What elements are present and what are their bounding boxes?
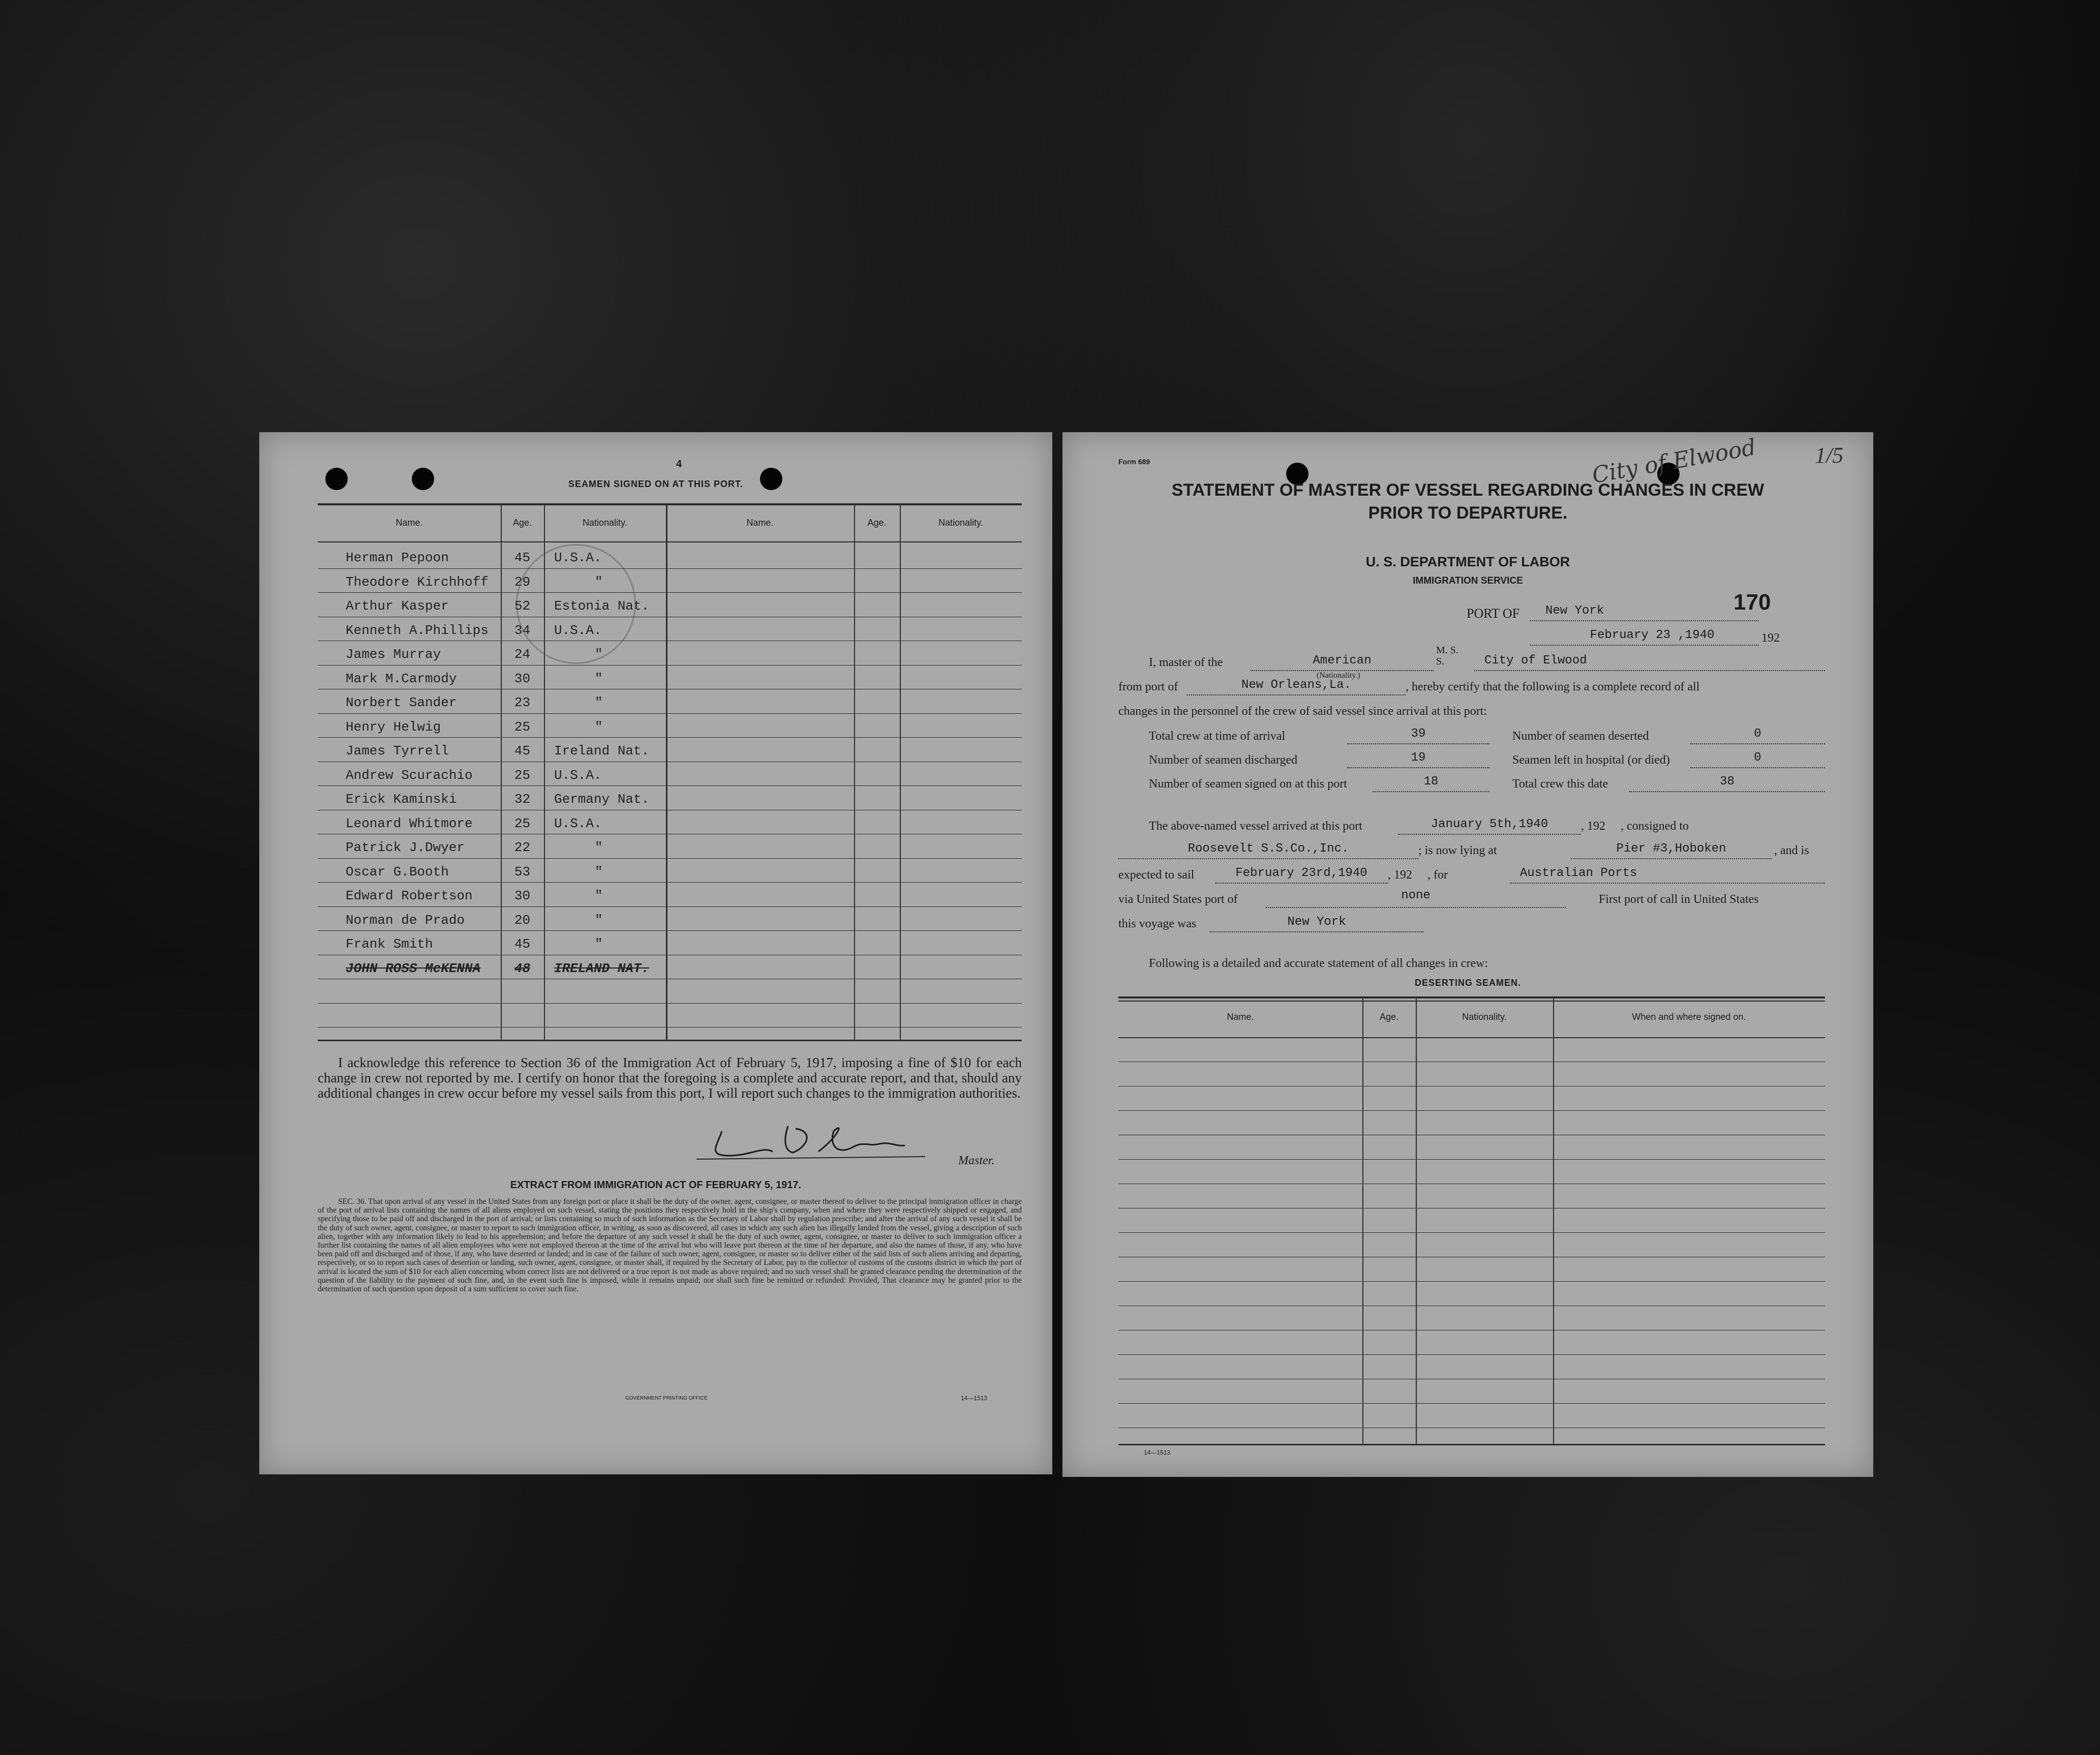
seaman-nationality: U.S.A.: [554, 767, 602, 783]
department-label: U. S. DEPARTMENT OF LABOR: [1365, 554, 1570, 569]
row-rule: [318, 785, 1022, 786]
seaman-age: 34: [514, 622, 531, 638]
seaman-age: 32: [514, 792, 531, 807]
ms-label: M. S. S.: [1436, 645, 1458, 667]
col-header-name: Name.: [395, 518, 423, 528]
voyage-label: this voyage was: [1118, 917, 1197, 930]
col-divider: [854, 503, 855, 1040]
port-value: New York: [1545, 604, 1604, 618]
consigned-label: , 192 , consigned to: [1581, 820, 1689, 833]
seaman-nationality: U.S.A.: [554, 622, 602, 638]
date-line: [1530, 645, 1759, 646]
col-header-nationality: Nationality.: [583, 518, 627, 528]
seaman-age: 25: [514, 767, 531, 783]
year-suffix: 192: [1761, 631, 1780, 645]
desert-row-rule: [1118, 1354, 1825, 1355]
stamp-number: 170: [1733, 590, 1771, 615]
desert-row-rule: [1118, 1281, 1825, 1282]
row-rule: [318, 1003, 1022, 1004]
row-rule: [318, 737, 1022, 738]
seaman-nationality: ": [595, 647, 603, 662]
following-text: Following is a detailed and accurate statement of all changes in crew:: [1149, 957, 1488, 970]
acknowledgment-text: I acknowledge this reference to Section 36 of the Immigration Act of February 5, 1917, imposing a fine of $10 for each change in crew not reported by me. I certify on honor that the foregoing is a complete and accurate report, and that, should any additional changes in crew occur before my vessel sails from this port, I will report such changes to the immigration authorities.: [318, 1055, 1022, 1101]
vessel-nationality: American: [1313, 654, 1372, 668]
seaman-age: 24: [514, 647, 531, 662]
seaman-name: Andrew Scurachio: [346, 767, 473, 783]
sail-date: February 23rd,1940: [1235, 866, 1367, 880]
row-rule: [318, 930, 1022, 931]
hospital-value: 0: [1754, 751, 1761, 765]
seaman-name: Erick Kaminski: [346, 792, 457, 807]
seaman-age: 45: [514, 936, 531, 952]
nationality-caption: (Nationality.): [1317, 671, 1360, 680]
seaman-age: 45: [514, 743, 531, 759]
handwritten-mark: 1/5: [1815, 443, 1844, 468]
seamen-signed-title: SEAMEN SIGNED ON AT THIS PORT.: [568, 479, 744, 489]
desert-col-signed-on: When and where signed on.: [1632, 1012, 1746, 1022]
arrived-date: January 5th,1940: [1431, 818, 1548, 831]
port-line: [1530, 620, 1759, 621]
left-page: [259, 432, 1052, 1474]
form-title-line1: STATEMENT OF MASTER OF VESSEL REGARDING CHANGES IN CREW: [1171, 480, 1764, 500]
seaman-age: 29: [514, 574, 531, 590]
col-header-name-2: Name.: [746, 518, 774, 528]
row-rule: [318, 713, 1022, 714]
signed-on-value: 18: [1423, 775, 1439, 789]
total-crew-date-value: 38: [1720, 775, 1734, 789]
arrived-line: [1398, 834, 1581, 835]
deserting-top-rule: [1118, 996, 1825, 998]
page-number: 4: [676, 459, 682, 470]
stat-line: [1373, 791, 1489, 792]
sail-line: [1215, 883, 1388, 884]
consignee-line: [1118, 858, 1418, 859]
expected-label: expected to sail: [1118, 868, 1195, 882]
immigration-stamp: [516, 544, 636, 664]
seaman-age: 23: [514, 695, 531, 710]
seaman-age: 25: [514, 815, 531, 831]
desert-row-rule: [1118, 1159, 1825, 1160]
signed-on-label: Number of seamen signed on at this port: [1149, 777, 1347, 791]
seaman-nationality: Germany Nat.: [554, 792, 650, 807]
extract-text: SEC. 36. That upon arrival of any vessel in the United States from any foreign port or place it shall be the duty of the owner, agent, consignee, or master thereof to deliver to the principal immigration officer in charge of the port of arrival lists containing the names of all aliens employed on such vessel, stating the positions they respectively hold in the ship's company, when and where they were respectively shipped or engaged, and specifying those to be paid off and discharged in the port of arrival; or lists containing so much of such information as the Secretary of Labor shall by regulation prescribe; and after the arrival of any such vessel it shall be the duty of such owner, agent, consignee, or master to report to such immigration officer, in writing, as soon as discovered, all cases in which any such alien has illegally landed from the vessel, giving a description of such alien, together with any information likely to lead to his apprehension; and before the departure of any such vessel it shall be the duty of such owner, agent, consignee, or master to deliver to such immigration officer a further list containing the names of all alien employees who were not employed thereon at the time of the arrival but who will leave port thereon at the time of her departure, and also the names of those, if any, who have been paid off and discharged and of those, if any, who have deserted or landed; and in case of the failure of such owner, agent, consignee, or master so to deliver either of the said lists of such aliens arriving and departing, respectively, or so to report such cases of desertion or landing, such owner, agent, consignee, or master shall, if required by the Secretary of Labor, pay to the collector of customs of the customs district in which the port of arrival is located the sum of $10 for each alien concerning whom correct lists are not delivered or a true report is not made as above required; and no such vessel shall be granted clearance pending the determination of the question of the liability to the payment of such fine, and, in the event such fine is imposed, while it remains unpaid; nor shall such fine be remitted or refunded: Provided, That clearance may be granted prior to the determination of such question upon deposit of a sum sufficient to cover such fine.: [318, 1197, 1022, 1294]
certify-text: , hereby certify that the following is a complete record of all: [1406, 680, 1700, 693]
deserting-bottom-rule: [1118, 1444, 1825, 1445]
deserted-label: Number of seamen deserted: [1512, 730, 1649, 743]
seaman-name: JOHN ROSS McKENNA: [346, 960, 481, 976]
deserting-title: DESERTING SEAMEN.: [1414, 978, 1521, 988]
desert-col-age: Age.: [1379, 1012, 1399, 1022]
for-label: , 192 , for: [1388, 868, 1448, 882]
col-header-nationality-2: Nationality.: [938, 518, 983, 528]
seaman-name: Edward Robertson: [346, 888, 473, 903]
seaman-name: Frank Smith: [346, 936, 433, 952]
seaman-name: James Tyrrell: [346, 743, 449, 759]
seaman-age: 22: [514, 840, 531, 855]
row-rule: [318, 882, 1022, 883]
consignee-value: Roosevelt S.S.Co.,Inc.: [1188, 842, 1349, 856]
seaman-nationality: ": [595, 695, 603, 710]
seaman-name: Arthur Kasper: [346, 598, 449, 614]
seaman-nationality: U.S.A.: [554, 815, 602, 831]
discharged-label: Number of seamen discharged: [1149, 753, 1298, 767]
seaman-nationality: ": [595, 864, 603, 880]
date-value: February 23 ,1940: [1590, 628, 1715, 642]
total-crew-date-label: Total crew this date: [1512, 777, 1608, 791]
form-code-right: 14—1513: [1144, 1449, 1171, 1456]
vessel-line: [1474, 670, 1825, 671]
deserting-header-rule: [1118, 1037, 1825, 1038]
seaman-age: 45: [514, 550, 531, 565]
row-rule: [318, 906, 1022, 907]
desert-row-rule: [1118, 1232, 1825, 1233]
seaman-nationality: ": [595, 936, 603, 952]
header-rule: [318, 541, 1022, 542]
seaman-name: Norbert Sander: [346, 695, 457, 710]
seaman-nationality: Estonia Nat.: [554, 598, 650, 614]
via-value: none: [1401, 889, 1431, 902]
total-crew-arrival-value: 39: [1411, 727, 1426, 741]
seaman-name: Henry Helwig: [346, 719, 441, 735]
port-label: PORT OF: [1467, 606, 1520, 621]
col-divider: [900, 503, 901, 1040]
seaman-name: Kenneth A.Phillips: [346, 622, 489, 638]
seaman-name: James Murray: [346, 647, 441, 662]
master-signature: [686, 1116, 940, 1172]
form-number: Form 689: [1118, 458, 1150, 466]
service-label: IMMIGRATION SERVICE: [1413, 576, 1523, 586]
via-line: [1266, 907, 1566, 908]
lying-value: Pier #3,Hoboken: [1616, 842, 1726, 856]
desert-row-rule: [1118, 1403, 1825, 1404]
first-call-label: First port of call in United States: [1599, 893, 1759, 906]
seaman-age: 25: [514, 719, 531, 735]
from-port-line: [1187, 694, 1406, 695]
seaman-nationality: U.S.A.: [554, 550, 602, 565]
seaman-name: Herman Pepoon: [346, 550, 449, 565]
stat-line: [1629, 791, 1825, 792]
seaman-name: Leonard Whitmore: [346, 815, 473, 831]
col-header-age: Age.: [512, 518, 532, 528]
voyage-line: [1210, 931, 1423, 932]
seaman-age: 30: [514, 671, 531, 686]
seaman-name: Patrick J.Dwyer: [346, 840, 465, 855]
seaman-nationality: ": [595, 671, 603, 686]
desert-col-nationality: Nationality.: [1462, 1012, 1507, 1022]
certify-text-2: changes in the personnel of the crew of said vessel since arrival at this port:: [1118, 705, 1487, 718]
total-crew-arrival-label: Total crew at time of arrival: [1149, 730, 1286, 743]
form-title-line2: PRIOR TO DEPARTURE.: [1368, 503, 1568, 523]
hospital-label: Seamen left in hospital (or died): [1512, 753, 1670, 767]
right-page: [1062, 432, 1873, 1477]
seaman-nationality: ": [595, 719, 603, 735]
deserted-value: 0: [1754, 727, 1761, 741]
seaman-nationality: Ireland Nat.: [554, 743, 650, 759]
seaman-name: Norman de Prado: [346, 912, 465, 928]
master-label: Master.: [958, 1154, 995, 1167]
lying-line: [1571, 858, 1772, 859]
stat-line: [1690, 767, 1825, 768]
table-bottom-rule: [318, 1040, 1022, 1041]
voyage-value: New York: [1287, 915, 1346, 929]
col-divider: [1553, 996, 1554, 1444]
arrived-label: The above-named vessel arrived at this port: [1149, 820, 1362, 833]
col-divider: [1416, 996, 1417, 1444]
destination-value: Australian Ports: [1520, 866, 1637, 880]
seaman-nationality: IRELAND NAT.: [554, 960, 650, 976]
seaman-age: 48: [514, 960, 531, 976]
extract-title: EXTRACT FROM IMMIGRATION ACT OF FEBRUARY 5, 1917.: [510, 1179, 802, 1191]
seaman-age: 53: [514, 864, 531, 880]
deserting-top-rule-2: [1118, 1001, 1825, 1002]
seaman-age: 30: [514, 888, 531, 903]
stat-line: [1347, 767, 1489, 768]
and-is-label: , and is: [1774, 844, 1809, 857]
seaman-name: Mark M.Carmody: [346, 671, 457, 686]
from-port-label: from port of: [1118, 680, 1178, 693]
handwritten-vessel-note: City of Elwood: [1590, 434, 1758, 489]
seaman-age: 20: [514, 912, 531, 928]
row-rule: [318, 858, 1022, 859]
seaman-name: Theodore Kirchhoff: [346, 574, 489, 590]
form-code-left: 14—1513: [961, 1395, 988, 1402]
seaman-nationality: ": [595, 840, 603, 855]
master-prefix-label: I, master of the: [1149, 656, 1223, 669]
stat-line: [1347, 743, 1489, 744]
table-top-rule: [318, 503, 1022, 505]
seaman-nationality: ": [595, 574, 603, 590]
col-divider: [1362, 996, 1363, 1444]
via-label: via United States port of: [1118, 893, 1238, 906]
row-rule: [318, 592, 1022, 593]
desert-col-name: Name.: [1227, 1012, 1254, 1022]
discharged-value: 19: [1411, 751, 1426, 765]
col-header-age-2: Age.: [867, 518, 887, 528]
seaman-name: Oscar G.Booth: [346, 864, 449, 880]
seaman-nationality: ": [595, 888, 603, 903]
row-rule: [318, 568, 1022, 569]
printer-imprint: GOVERNMENT PRINTING OFFICE: [625, 1396, 708, 1401]
vessel-name: City of Elwood: [1484, 654, 1587, 668]
seaman-nationality: ": [595, 912, 603, 928]
desert-row-rule: [1118, 1110, 1825, 1111]
from-port-value: New Orleans,La.: [1241, 678, 1352, 692]
seaman-age: 52: [514, 598, 531, 614]
stat-line: [1690, 743, 1825, 744]
destination-line: [1510, 883, 1825, 884]
lying-label: ; is now lying at: [1418, 844, 1497, 857]
